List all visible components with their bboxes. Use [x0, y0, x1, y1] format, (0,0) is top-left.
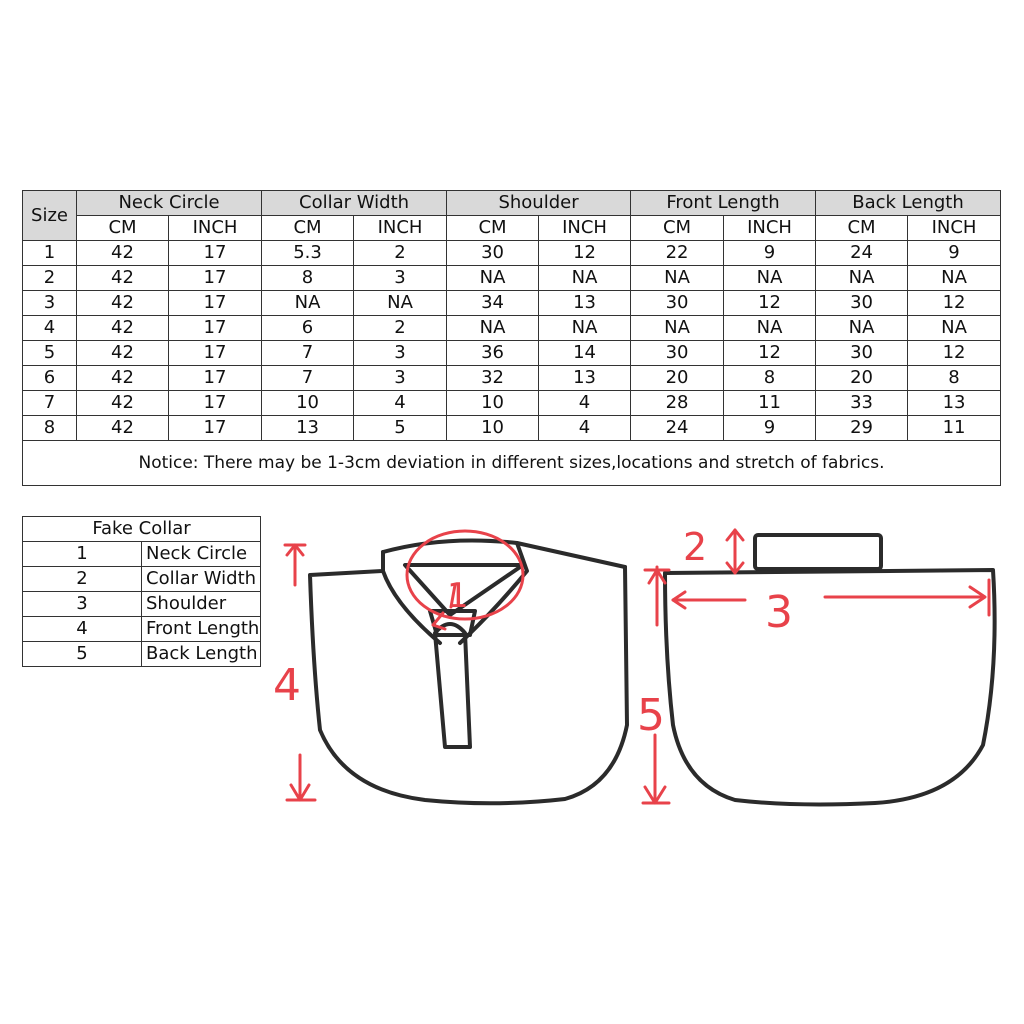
measurement-cell: NA	[631, 266, 724, 291]
legend-title-row	[23, 517, 261, 542]
measurement-cell: 13	[539, 291, 631, 316]
measurement-cell: 29	[816, 416, 908, 441]
group-header-row	[23, 191, 1001, 216]
measurement-cell: 17	[169, 316, 262, 341]
deviation-notice: Notice: There may be 1-3cm deviation in different sizes,locations and stretch of fabrics.	[23, 441, 1001, 486]
measurement-cell: NA	[539, 316, 631, 341]
group-header: Neck Circle	[77, 191, 262, 216]
measurement-cell: 9	[908, 241, 1001, 266]
size-chart-table	[22, 190, 1001, 486]
unit-header: CM	[262, 216, 354, 241]
measurement-cell: 30	[816, 291, 908, 316]
legend-row	[23, 617, 261, 642]
measurement-cell: 24	[631, 416, 724, 441]
unit-header: INCH	[724, 216, 816, 241]
back-length-number: 5	[637, 690, 665, 741]
legend-number: 4	[23, 617, 142, 642]
measurement-cell: 17	[169, 391, 262, 416]
collar-measurement-sketch	[265, 515, 1005, 815]
unit-header: CM	[816, 216, 908, 241]
measurement-cell: 4	[539, 416, 631, 441]
measurement-cell: 30	[631, 291, 724, 316]
measurement-cell: 5	[354, 416, 447, 441]
measurement-cell: 3	[354, 341, 447, 366]
measurement-cell: 42	[77, 391, 169, 416]
measurement-cell: 30	[447, 241, 539, 266]
measurement-cell: 4	[354, 391, 447, 416]
measurement-cell: NA	[816, 266, 908, 291]
legend-label: Back Length	[142, 642, 261, 667]
legend-number: 1	[23, 542, 142, 567]
legend-label: Collar Width	[142, 567, 261, 592]
size-value: 2	[23, 266, 77, 291]
size-row	[23, 416, 1001, 441]
measurement-cell: 2	[354, 316, 447, 341]
size-header: Size	[23, 191, 77, 241]
size-row	[23, 341, 1001, 366]
unit-header: INCH	[354, 216, 447, 241]
measurement-cell: NA	[262, 291, 354, 316]
legend-row	[23, 567, 261, 592]
measurement-cell: NA	[908, 316, 1001, 341]
unit-header-row	[23, 216, 1001, 241]
unit-header: CM	[77, 216, 169, 241]
unit-header: INCH	[539, 216, 631, 241]
measurement-cell: 10	[447, 391, 539, 416]
group-header: Shoulder	[447, 191, 631, 216]
measurement-cell: 11	[908, 416, 1001, 441]
shoulder-number: 3	[765, 587, 793, 638]
legend-row	[23, 642, 261, 667]
measurement-cell: 33	[816, 391, 908, 416]
measurement-cell: 17	[169, 416, 262, 441]
sketch-numerals	[273, 525, 793, 741]
back-collar-outline	[665, 535, 995, 804]
measurement-cell: 42	[77, 291, 169, 316]
size-value: 3	[23, 291, 77, 316]
legend-table	[22, 516, 261, 667]
size-row	[23, 316, 1001, 341]
measurement-cell: 24	[816, 241, 908, 266]
unit-header: INCH	[908, 216, 1001, 241]
measurement-cell: 20	[816, 366, 908, 391]
measurement-cell: 12	[539, 241, 631, 266]
size-value: 1	[23, 241, 77, 266]
measurement-cell: 42	[77, 416, 169, 441]
measurement-cell: 8	[908, 366, 1001, 391]
measurement-cell: 13	[262, 416, 354, 441]
legend-title: Fake Collar	[23, 517, 261, 542]
measurement-cell: 12	[724, 291, 816, 316]
measurement-cell: 14	[539, 341, 631, 366]
measurement-cell: 42	[77, 341, 169, 366]
size-value: 4	[23, 316, 77, 341]
measurement-cell: NA	[724, 266, 816, 291]
measurement-cell: 30	[816, 341, 908, 366]
measurement-cell: NA	[631, 316, 724, 341]
legend-number: 3	[23, 592, 142, 617]
measurement-cell: NA	[816, 316, 908, 341]
front-length-number: 4	[273, 660, 301, 711]
measurement-cell: 3	[354, 366, 447, 391]
size-value: 7	[23, 391, 77, 416]
group-header: Front Length	[631, 191, 816, 216]
measurement-cell: NA	[908, 266, 1001, 291]
size-row	[23, 366, 1001, 391]
measurement-cell: 9	[724, 416, 816, 441]
size-value: 5	[23, 341, 77, 366]
measurement-cell: 4	[539, 391, 631, 416]
measurement-cell: 42	[77, 366, 169, 391]
measurement-cell: 30	[631, 341, 724, 366]
measurement-cell: 12	[908, 341, 1001, 366]
measurement-cell: NA	[539, 266, 631, 291]
measurement-cell: 12	[724, 341, 816, 366]
legend-number: 5	[23, 642, 142, 667]
legend-label: Front Length	[142, 617, 261, 642]
legend-label: Shoulder	[142, 592, 261, 617]
measurement-cell: 13	[908, 391, 1001, 416]
measurement-cell: 17	[169, 291, 262, 316]
measurement-cell: 28	[631, 391, 724, 416]
legend-number: 2	[23, 567, 142, 592]
measurement-cell: NA	[354, 291, 447, 316]
measurement-cell: NA	[447, 266, 539, 291]
measurement-cell: 13	[539, 366, 631, 391]
size-value: 8	[23, 416, 77, 441]
measurement-cell: 17	[169, 366, 262, 391]
size-row	[23, 291, 1001, 316]
measurement-cell: 32	[447, 366, 539, 391]
collar-width-number: 2	[683, 525, 708, 569]
measurement-cell: 2	[354, 241, 447, 266]
measurement-cell: 5.3	[262, 241, 354, 266]
measurement-cell: 6	[262, 316, 354, 341]
size-row	[23, 266, 1001, 291]
legend-label: Neck Circle	[142, 542, 261, 567]
size-row	[23, 391, 1001, 416]
notice-row	[23, 441, 1001, 486]
measurement-cell: 17	[169, 341, 262, 366]
measurement-cell: 11	[724, 391, 816, 416]
legend-row	[23, 542, 261, 567]
measurement-cell: NA	[724, 316, 816, 341]
measurement-cell: 10	[447, 416, 539, 441]
measurement-cell: 12	[908, 291, 1001, 316]
measurement-cell: 22	[631, 241, 724, 266]
measurement-cell: 20	[631, 366, 724, 391]
unit-header: CM	[631, 216, 724, 241]
measurement-cell: 17	[169, 266, 262, 291]
measurement-cell: NA	[447, 316, 539, 341]
measurement-cell: 8	[262, 266, 354, 291]
size-value: 6	[23, 366, 77, 391]
measurement-cell: 8	[724, 366, 816, 391]
measurement-cell: 42	[77, 241, 169, 266]
neck-circle-number: 1	[447, 576, 469, 616]
measurement-cell: 7	[262, 341, 354, 366]
measurement-cell: 10	[262, 391, 354, 416]
size-row	[23, 241, 1001, 266]
size-table-body	[23, 241, 1001, 441]
unit-header: INCH	[169, 216, 262, 241]
measurement-cell: 9	[724, 241, 816, 266]
measurement-cell: 34	[447, 291, 539, 316]
measurement-cell: 17	[169, 241, 262, 266]
measurement-cell: 3	[354, 266, 447, 291]
measurement-cell: 36	[447, 341, 539, 366]
legend-row	[23, 592, 261, 617]
unit-header: CM	[447, 216, 539, 241]
measurement-cell: 42	[77, 266, 169, 291]
group-header: Back Length	[816, 191, 1001, 216]
group-header: Collar Width	[262, 191, 447, 216]
measurement-cell: 7	[262, 366, 354, 391]
measurement-cell: 42	[77, 316, 169, 341]
